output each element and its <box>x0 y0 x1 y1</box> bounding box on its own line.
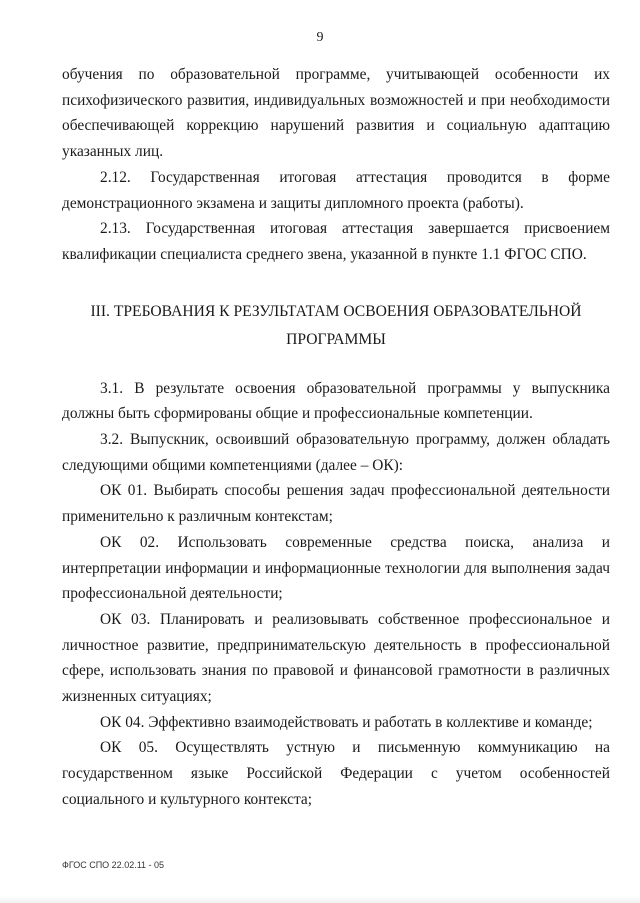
section-heading-iii: III. ТРЕБОВАНИЯ К РЕЗУЛЬТАТАМ ОСВОЕНИЯ ОБРАЗОВАТЕЛЬНОЙ ПРОГРАММЫ <box>90 302 582 348</box>
document-footer-code: ФГОС СПО 22.02.11 - 05 <box>62 860 165 870</box>
competency-ok-04: ОК 04. Эффективно взаимодействовать и работать в коллективе и команде; <box>100 713 593 731</box>
paragraph-continuation: обучения по образовательной программе, учитывающей особенности их психофизического развития, индивидуальных возможностей и при необходимости обеспечивающей коррекцию нарушений развития и социальную адаптацию указанных лиц. <box>62 66 610 161</box>
competency-ok-02: ОК 02. Использовать современные средства поиска, анализа и интерпретации информации и информационные технологии для выполнения задач профессиональной деятельности; <box>62 533 610 603</box>
competency-ok-03: ОК 03. Планировать и реализовывать собственное профессиональное и личностное развитие, предпринимательскую деятельность в профессиональной сфере, использовать знания по правовой и финансовой грамотности в различных жизненных ситуациях; <box>62 610 610 706</box>
paragraph-2-12: 2.12. Государственная итоговая аттестация проводится в форме демонстрационного экзамена и защиты дипломного проекта (работы). <box>62 168 610 212</box>
paragraph-3-2: 3.2. Выпускник, освоивший образовательную программу, должен обладать следующими общими компетенциями (далее – ОК): <box>62 431 610 474</box>
paragraph-2-13: 2.13. Государственная итоговая аттестация завершается присвоением квалификации специалиста среднего звена, указанной в пункте 1.1 ФГОС СПО. <box>62 220 610 263</box>
paragraph-3-1: 3.1. В результате освоения образовательной программы у выпускника должны быть сформированы общие и профессиональные компетенции. <box>62 379 610 423</box>
page-bottom-edge <box>0 896 640 903</box>
competency-ok-05: ОК 05. Осуществлять устную и письменную коммуникацию на государственном языке Российской Федерации с учетом особенностей социального и культурного контекста; <box>62 739 610 808</box>
document-body <box>62 62 610 813</box>
page-number: 9 <box>316 30 324 45</box>
competency-ok-01: ОК 01. Выбирать способы решения задач профессиональной деятельности применительно к различным контекстам; <box>62 482 610 526</box>
